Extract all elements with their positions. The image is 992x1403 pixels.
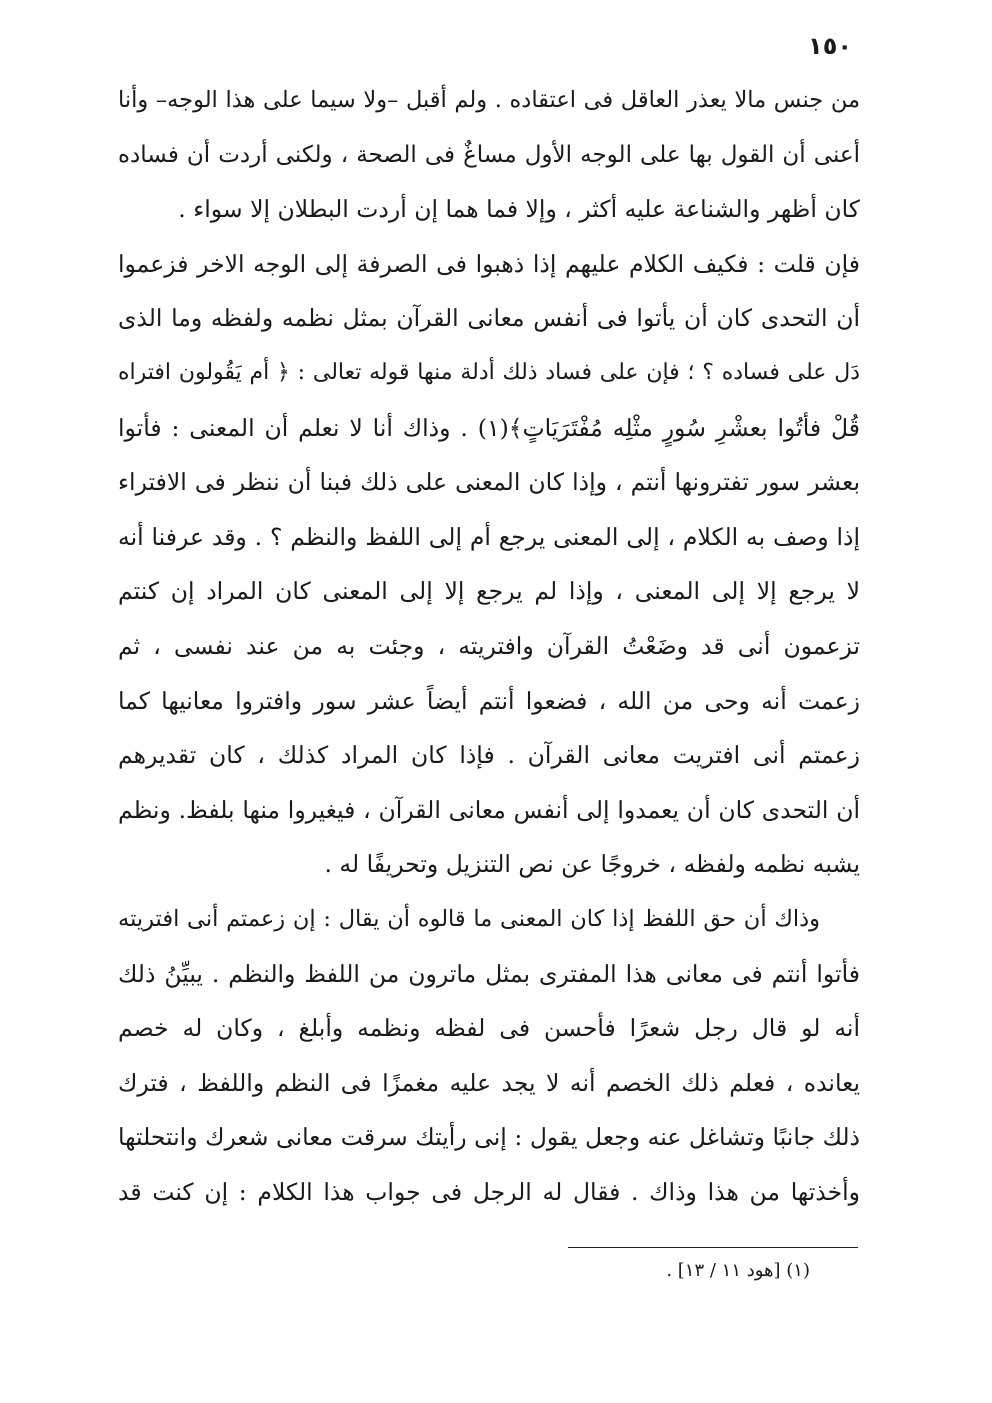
text-line: دَل على فساده ؟ ؛ فإن على فساد ذلك أدلة منها قوله تعالى : ﴿ أم يَقُولون افتراه [118, 359, 860, 385]
text-line: تزعمون أنى قد وضَعْتُ القرآن وافتريته ، وجئت به من عند نفسى ، ثم [118, 631, 860, 660]
text-line: يعانده ، فعلم ذلك الخصم أنه لا يجد عليه مغمزًا فى النظم واللفظ ، فترك [118, 1068, 860, 1097]
text-line: لا يرجع إلا إلى المعنى ، وإذا لم يرجع إلا إلى المعنى كان المراد إن كنتم [118, 577, 860, 606]
text-line: أن التحدى كان أن يعمدوا إلى أنفس معانى القرآن ، فيغيروا منها بلفظ. ونظم [118, 795, 860, 824]
body-text [118, 73, 860, 1219]
text-line: زعمت أنه وحى من الله ، فضعوا أنتم أيضاً عشر سور وافتروا معانيها كما [118, 686, 860, 715]
text-line: أن التحدى كان أن يأتوا فى أنفس معانى القرآن بمثل نظمه ولفظه وما الذى [118, 304, 860, 333]
text-line: بعشر سور تفترونها أنتم ، وإذا كان المعنى على ذلك فبنا أن ننظر فى الافتراء [118, 468, 860, 497]
footnote-divider [568, 1247, 858, 1248]
text-line: وأخذتها من هذا وذاك . فقال له الرجل فى جواب هذا الكلام : إن كنت قد [118, 1177, 860, 1206]
text-line: يشبه نظمه ولفظه ، خروجًا عن نص التنزيل وتحريفًا له . [324, 850, 860, 879]
text-line: أعنى أن القول بها على الوجه الأول مساغٌ فى الصحة ، ولكنى أردت أن فساده [118, 141, 860, 168]
text-line: فأتوا أنتم فى معانى هذا المفترى بمثل ماترون من اللفظ والنظم . يبيِّنُ ذلك [118, 959, 860, 988]
text-line: فإن قلت : فكيف الكلام عليهم إذا ذهبوا فى الصرفة إلى الوجه الاخر فزعموا [118, 249, 860, 278]
text-line: زعمتم أنى افتريت معانى القرآن . فإذا كان المراد كذلك ، كان تقديرهم [118, 741, 860, 770]
text-line: قُلْ فأتُوا بعشْرِ سُورٍ مثْلِه مُفْتَرَيَاتٍ﴾(١) . وذاك أنا لا نعلم أن المعنى : فأتوا [118, 413, 861, 442]
text-line: كان أظهر والشناعة عليه أكثر ، وإلا فما هما إن أردت البطلان إلا سواء . [178, 195, 860, 224]
text-line: وذاك أن حق اللفظ إذا كان المعنى ما قالوه أن يقال : إن زعمتم أنى افتريته [118, 905, 820, 932]
text-line: إذا وصف به الكلام ، إلى المعنى يرجع أم إلى اللفظ والنظم ؟ . وقد عرفنا أنه [118, 522, 860, 551]
text-line: أنه لو قال رجل شعرًا فأحسن فى لفظه ونظمه وأبلغ ، وكان له خصم [118, 1014, 860, 1043]
page-number: ١٥٠ [808, 32, 852, 60]
footnote: (١) [هود ١١ / ١٣] . [666, 1260, 810, 1281]
text-line: ذلك جانبًا وتشاغل عنه وجعل يقول : إنى رأيتك سرقت معانى شعرك وانتحلتها [118, 1123, 860, 1152]
text-line: من جنس مالا يعذر العاقل فى اعتقاده . ولم أقبل –ولا سيما على هذا الوجه– وأنا [118, 87, 860, 113]
